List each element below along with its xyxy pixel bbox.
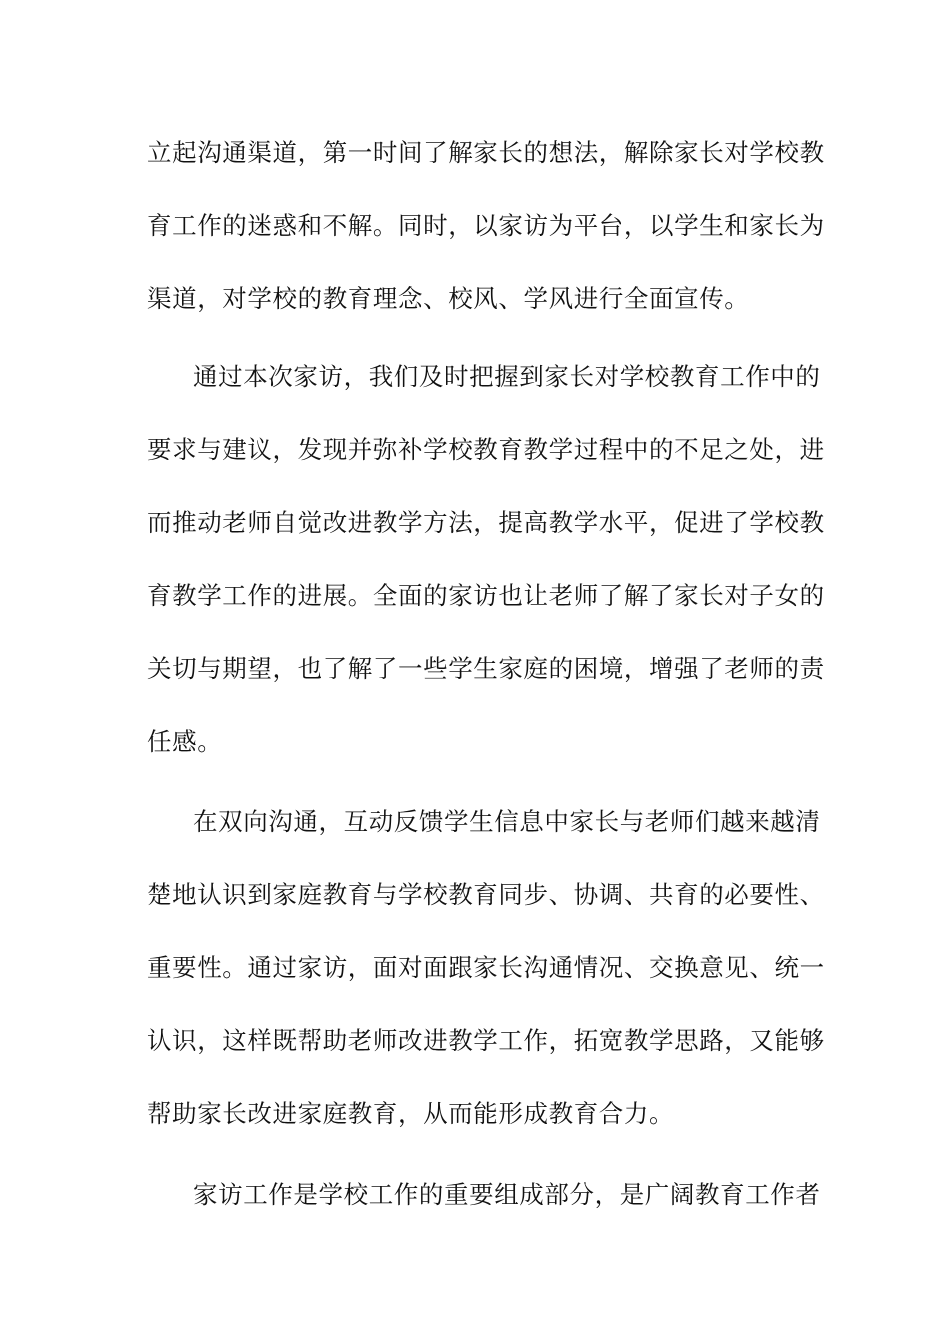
- text-line: 重要性。通过家访，面对面跟家长沟通情况、交换意见、统一: [147, 953, 825, 982]
- text-line: 任感。: [147, 727, 223, 756]
- text-line: 立起沟通渠道，第一时间了解家长的想法，解除家长对学校教: [147, 138, 825, 167]
- text-line: 育教学工作的进展。全面的家访也让老师了解了家长对子女的: [147, 581, 825, 610]
- text-line: 而推动老师自觉改进教学方法，提高教学水平，促进了学校教: [147, 508, 825, 537]
- paragraph-first-line: 通过本次家访，我们及时把握到家长对学校教育工作中的: [193, 362, 821, 391]
- text-line: 楚地认识到家庭教育与学校教育同步、协调、共育的必要性、: [147, 880, 825, 909]
- text-line: 育工作的迷惑和不解。同时，以家访为平台，以学生和家长为: [147, 211, 825, 240]
- text-line: 帮助家长改进家庭教育，从而能形成教育合力。: [147, 1099, 675, 1128]
- text-line: 关切与期望，也了解了一些学生家庭的困境，增强了老师的责: [147, 654, 825, 683]
- paragraph-first-line: 在双向沟通，互动反馈学生信息中家长与老师们越来越清: [193, 807, 821, 836]
- text-line: 渠道，对学校的教育理念、校风、学风进行全面宣传。: [147, 284, 750, 313]
- text-line: 要求与建议，发现并弥补学校教育教学过程中的不足之处，进: [147, 435, 825, 464]
- text-line: 认识，这样既帮助老师改进教学工作，拓宽教学思路，又能够: [147, 1026, 825, 1055]
- paragraph-first-line: 家访工作是学校工作的重要组成部分，是广阔教育工作者: [193, 1180, 821, 1209]
